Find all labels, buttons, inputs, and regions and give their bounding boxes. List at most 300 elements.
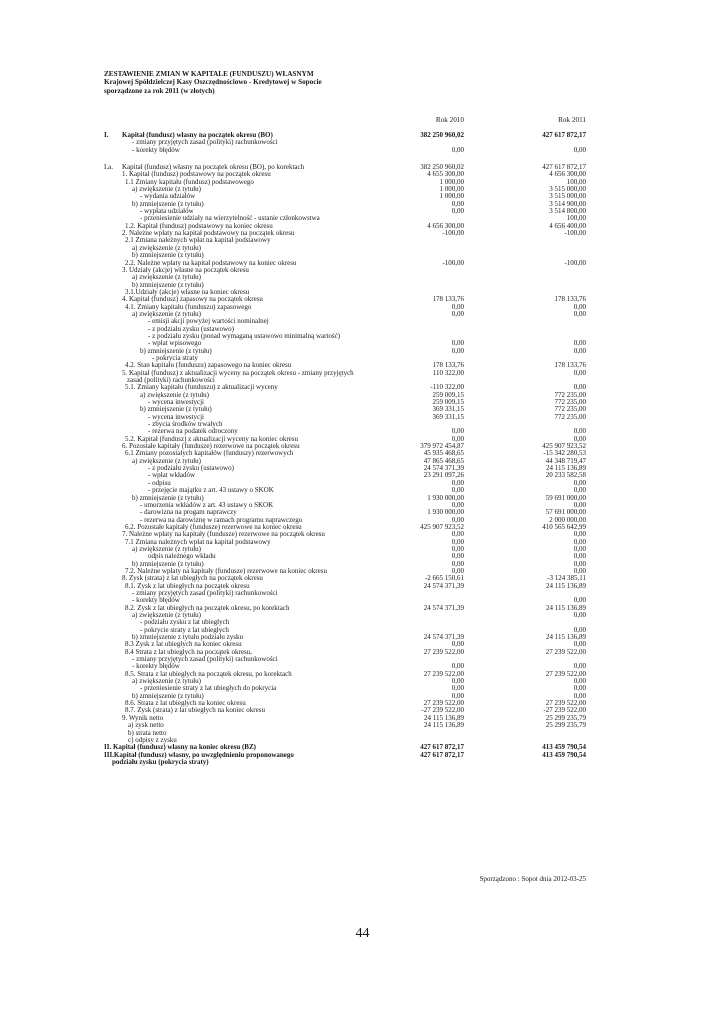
value-2010: 24 115 136,89 xyxy=(424,713,464,722)
table-row xyxy=(0,237,725,244)
value-2010: 0,00 xyxy=(451,684,464,693)
value-2010: 0,00 xyxy=(451,309,464,318)
value-2011: 24 115 136,89 xyxy=(546,633,586,642)
table-row xyxy=(0,671,725,678)
value-2011: 0,00 xyxy=(573,339,586,348)
table-row xyxy=(0,282,725,289)
value-2011: 57 691 000,00 xyxy=(545,508,586,517)
value-2011: -27 239 522,00 xyxy=(543,706,586,715)
value-2011: 27 239 522,00 xyxy=(545,647,586,656)
value-2011: 100,00 xyxy=(566,177,586,186)
row-label: - zmiany przyjętych zasad (polityki) rachunkowości xyxy=(132,588,278,597)
value-2010: 0,00 xyxy=(451,530,464,539)
row-label: 5.1. Zmiany kapitału (funduszu) z aktualizacji wyceny xyxy=(125,383,278,392)
value-2010: 0,00 xyxy=(451,552,464,561)
value-2010: -110 322,00 xyxy=(430,383,464,392)
row-label: b) zmniejszenie (z tytułu) xyxy=(140,405,212,414)
row-label: - darowizna na progam naprawczy xyxy=(140,508,237,517)
value-2011: 772 235,00 xyxy=(554,412,586,421)
row-label: 7.1 Zmiana należnych wpłat na kapitał podstawowy xyxy=(125,537,271,546)
value-2011: 0,00 xyxy=(573,625,586,634)
table-row xyxy=(0,707,725,714)
table-row xyxy=(0,590,725,597)
value-2011: 20 233 582,58 xyxy=(545,471,586,480)
value-2011: 0,00 xyxy=(573,500,586,509)
table-row xyxy=(0,333,725,340)
table-row xyxy=(0,245,725,252)
row-label: - zmiany przyjętych zasad (polityki) rachunkowości xyxy=(132,138,278,147)
value-2010: -27 239 522,00 xyxy=(421,706,464,715)
table-row xyxy=(0,693,725,700)
row-label: - rezerwa na podatek odroczony xyxy=(148,427,238,436)
value-2011: 0,00 xyxy=(573,677,586,686)
value-2011: 0,00 xyxy=(573,552,586,561)
value-2010: 0,00 xyxy=(451,199,464,208)
table-row xyxy=(0,223,725,230)
row-label: - rezerwa na darowiznę w ramach programu naprawczego xyxy=(140,515,303,524)
row-label: b) zmniejszenie (z tytułu) xyxy=(132,493,204,502)
table-row xyxy=(0,605,725,612)
row-label: - wydania udziałów xyxy=(140,192,196,201)
value-2011: 410 565 642,99 xyxy=(542,522,586,531)
value-2011: 24 115 136,89 xyxy=(546,464,586,473)
table-row xyxy=(0,164,725,171)
table-row xyxy=(0,370,725,377)
table-row xyxy=(0,752,725,759)
value-2010: 0,00 xyxy=(451,145,464,154)
row-label: Kapitał (fundusz) własny na początek okresu (BO) xyxy=(122,131,273,139)
statement-header xyxy=(104,70,322,95)
table-row xyxy=(0,406,725,413)
table-row xyxy=(0,132,725,139)
value-2011: 427 617 872,17 xyxy=(542,131,586,139)
table-row xyxy=(0,465,725,472)
value-2011: 27 239 522,00 xyxy=(545,699,586,708)
table-row xyxy=(0,509,725,516)
table-row xyxy=(0,495,725,502)
table-row xyxy=(0,384,725,391)
value-2011: 413 459 790,54 xyxy=(542,750,586,759)
value-2010: -100,00 xyxy=(442,229,464,238)
value-2010: 0,00 xyxy=(451,478,464,487)
header-entity: Krajowej Spółdzielczej Kasy Oszczędnościowo - Kredytowej w Sopocie xyxy=(104,78,322,87)
row-label: - z podziału zysku (ustawowo) xyxy=(148,324,234,333)
value-2011: 772 235,00 xyxy=(554,398,586,407)
row-label: 8.4 Strata z lat ubiegłych na początek okresu, xyxy=(125,647,252,656)
value-2011: 427 617 872,17 xyxy=(542,163,586,172)
table-row xyxy=(0,678,725,685)
row-label: c) odpisy z zysku xyxy=(128,735,177,744)
table-row xyxy=(0,267,725,274)
value-2010: 382 250 960,02 xyxy=(420,131,464,139)
value-2011: 178 133,76 xyxy=(554,295,586,304)
table-row xyxy=(0,311,725,318)
value-2011: 0,00 xyxy=(573,611,586,619)
table-row xyxy=(0,612,725,619)
value-2010: 1 000,00 xyxy=(439,177,464,186)
value-2010: 427 617 872,17 xyxy=(420,743,464,752)
value-2010: 0,00 xyxy=(451,640,464,649)
value-2010: 0,00 xyxy=(451,486,464,495)
table-row xyxy=(0,539,725,546)
value-2010: 0,00 xyxy=(451,691,464,700)
value-2011: 59 691 000,00 xyxy=(545,493,586,502)
value-2010: 0,00 xyxy=(451,677,464,686)
row-label: 2. Należne wpłaty na kapitał podstawowy na początek okresu xyxy=(122,229,295,238)
value-2011: 0,00 xyxy=(573,145,586,154)
row-label: 2.1 Zmiana należnych wpłat na kapitał podstawowy xyxy=(125,236,271,245)
header-period: sporządzone za rok 2011 (w złotych) xyxy=(104,86,215,95)
value-2010: 24 574 371,39 xyxy=(423,633,464,642)
value-2011: 44 348 719,47 xyxy=(545,456,586,465)
value-2010: 379 972 454,87 xyxy=(420,442,464,451)
row-label: 8.7. Zysk (strata) z lat ubiegłych na koniec okresu xyxy=(125,706,265,715)
row-label: - odpisu xyxy=(148,478,171,487)
value-2010: 427 617 872,17 xyxy=(420,750,464,759)
row-label: 1.1 Zmiany kapitału (fundusz) podstawowego xyxy=(125,177,254,186)
value-2010: 24 574 371,39 xyxy=(423,581,464,590)
row-label: 2.2. Należne wpłaty na kapitał podstawowy na koniec okresu xyxy=(125,258,297,267)
table-row xyxy=(0,450,725,457)
row-label: a) zwiększenie (z tytułu) xyxy=(132,677,201,686)
prepared-date-note: Sporządzono : Sopot dnia 2012-03-25 xyxy=(479,875,586,883)
table-row xyxy=(0,575,725,582)
value-2011: 0,00 xyxy=(573,427,586,436)
value-2010: 24 574 371,39 xyxy=(423,464,464,473)
column-header-2010: Rok 2010 xyxy=(435,116,464,124)
table-row xyxy=(0,399,725,406)
table-row xyxy=(0,355,725,362)
row-label: 6.1 Zmiany pozostałych kapitałów (funduszy) rezerwowych xyxy=(125,449,294,458)
row-label: b) zmniejszenie z tytułu podziału zysku xyxy=(132,633,243,642)
row-label: 4.2. Stan kapitału (funduszu) zapasowego na koniec okresu xyxy=(125,361,292,370)
table-row xyxy=(0,289,725,296)
table-row xyxy=(0,583,725,590)
value-2010: 1 930 000,00 xyxy=(427,493,464,502)
table-row xyxy=(0,392,725,399)
table-row xyxy=(0,215,725,222)
value-2011: -15 342 280,53 xyxy=(543,449,586,458)
value-2010: 27 239 522,00 xyxy=(423,647,464,656)
table-row xyxy=(0,597,725,604)
equity-changes-table xyxy=(0,132,725,766)
table-row xyxy=(0,472,725,479)
value-2011: 425 907 923,52 xyxy=(542,442,586,451)
value-2010: 369 331,15 xyxy=(432,405,464,414)
table-row xyxy=(0,296,725,303)
row-label: - zbycia środków trwałych xyxy=(148,420,223,429)
row-label: b) zmniejszenie (z tytułu) xyxy=(132,280,204,289)
row-number: I.a. xyxy=(104,163,113,172)
row-label: a) zwiększenie (z tytułu) xyxy=(132,243,201,252)
table-row xyxy=(0,524,725,531)
value-2011: 4 656 400,00 xyxy=(549,221,586,230)
value-2011: 0,00 xyxy=(573,368,586,377)
value-2010: -2 665 150,61 xyxy=(424,574,464,583)
value-2011: 24 115 136,89 xyxy=(546,603,586,612)
table-row xyxy=(0,759,725,766)
table-row xyxy=(0,700,725,707)
table-row xyxy=(0,171,725,178)
value-2010: -100,00 xyxy=(442,258,464,267)
row-label: 8.6. Strata z lat ubiegłych na koniec okresu xyxy=(125,699,246,708)
row-label: - pokrycie straty z lat ubiegłych xyxy=(140,625,229,634)
column-header-2011: Rok 2011 xyxy=(558,116,586,124)
value-2011: 0,00 xyxy=(573,544,586,553)
table-row xyxy=(0,274,725,281)
value-2011: 27 239 522,00 xyxy=(545,669,586,678)
value-2011: 0,00 xyxy=(573,559,586,568)
table-row xyxy=(0,348,725,355)
table-row xyxy=(0,147,725,154)
row-label: b) zmniejszenie (z tytułu) xyxy=(132,559,204,568)
row-label: 4.1. Zmiany kapitału (funduszu) zapasowego xyxy=(125,302,252,311)
row-label: a) zwiększenie (z tytułu) xyxy=(132,309,201,318)
row-label: b) zmniejszenie (z tytułu) xyxy=(140,346,212,355)
value-2010: 369 331,15 xyxy=(432,412,464,421)
table-row xyxy=(0,186,725,193)
value-2011: 100,00 xyxy=(566,214,586,223)
value-2011: -100,00 xyxy=(564,229,586,238)
row-label: podziału zysku (pokrycia straty) xyxy=(112,757,209,766)
row-label: 1. Kapitał (fundusz) podstawowy na początek okresu xyxy=(122,170,271,179)
table-row xyxy=(0,326,725,333)
table-row xyxy=(0,531,725,538)
row-label: a) zwiększenie (z tytułu) xyxy=(132,185,201,194)
value-2010: 0,00 xyxy=(451,515,464,524)
value-2011: 0,00 xyxy=(573,596,586,605)
value-2011: 3 514 800,00 xyxy=(549,207,586,216)
table-row xyxy=(0,340,725,347)
value-2010: 0,00 xyxy=(451,544,464,553)
row-label: - umorzenia wkładów z art. 43 ustawy o SKOK xyxy=(140,500,274,509)
table-row xyxy=(0,649,725,656)
row-label: - korekty błędów xyxy=(132,662,180,671)
row-label: - z podziału zysku (ustawowo) xyxy=(148,464,234,473)
row-label: - wypłata udziałów xyxy=(140,207,194,216)
value-2011: 24 115 136,89 xyxy=(546,581,586,590)
table-row xyxy=(0,139,725,146)
value-2010: 0,00 xyxy=(451,346,464,355)
table-row xyxy=(0,230,725,237)
value-2011: 413 459 790,54 xyxy=(542,743,586,752)
table-row xyxy=(0,517,725,524)
value-2010: 0,00 xyxy=(451,500,464,509)
value-2010: 425 907 923,52 xyxy=(420,522,464,531)
value-2010: 0,00 xyxy=(451,566,464,575)
value-2010: 259 009,15 xyxy=(432,390,464,399)
table-row xyxy=(0,546,725,553)
table-row xyxy=(0,663,725,670)
value-2010: 1 000,00 xyxy=(439,185,464,194)
table-row xyxy=(0,627,725,634)
value-2011: 3 515 000,00 xyxy=(549,185,586,194)
value-2010: 27 239 522,00 xyxy=(423,669,464,678)
row-label: b) strata netto xyxy=(128,728,167,737)
value-2011: 0,00 xyxy=(573,684,586,693)
value-2010: 0,00 xyxy=(451,559,464,568)
table-row xyxy=(0,487,725,494)
row-label: - z podziału zysku (ponad wymaganą ustawowo minimalną wartość) xyxy=(148,331,341,340)
row-number: I. xyxy=(104,131,109,139)
row-label: III.Kapitał (fundusz) własny, po uwzględnieniu proponowanego xyxy=(104,750,294,759)
value-2010: 1 930 000,00 xyxy=(427,508,464,517)
row-label: 3.1.Udziały (akcje) własne na koniec okresu xyxy=(125,287,250,296)
row-label: b) zmniejszenie (z tytułu) xyxy=(132,251,204,260)
table-row xyxy=(0,304,725,311)
table-row xyxy=(0,318,725,325)
value-2010: 178 133,76 xyxy=(432,361,464,370)
row-label: - korekty błędów xyxy=(132,596,180,605)
row-label: 9. Wynik netto xyxy=(122,713,164,722)
row-label: - wycena inwestycji xyxy=(148,412,204,421)
table-row xyxy=(0,619,725,626)
table-row xyxy=(0,421,725,428)
value-2010: 382 250 960,02 xyxy=(420,163,464,172)
row-label: 8.3 Zysk z lat ubiegłych na koniec okresu xyxy=(125,640,242,649)
row-label: - korekty błędów xyxy=(132,145,180,154)
table-row xyxy=(0,641,725,648)
value-2011: 0,00 xyxy=(573,662,586,671)
row-label: - wycena inwestycji xyxy=(148,398,204,407)
row-label: 6.2. Pozostałe kapitały (fundusze) rezerwowe na koniec okresu xyxy=(125,522,302,531)
table-row xyxy=(0,685,725,692)
row-label: 7. Należne wpłaty na kapitały (fundusze) rezerwowe na początek okresu xyxy=(122,530,325,539)
table-row xyxy=(0,436,725,443)
row-label: a) zwiększenie (z tytułu) xyxy=(140,390,209,399)
value-2010: 4 655 300,00 xyxy=(427,170,464,179)
value-2010: 4 656 300,00 xyxy=(427,221,464,230)
row-label: 5.2. Kapitał (fundusz) z aktualizacji wyceny na koniec okresu xyxy=(125,434,298,443)
value-2010: 0,00 xyxy=(451,537,464,546)
row-label: a) zysk netto xyxy=(128,721,164,730)
value-2011: 25 299 235,79 xyxy=(545,713,586,722)
value-2011: 0,00 xyxy=(573,434,586,443)
table-row xyxy=(0,179,725,186)
row-label: a) zwiększenie (z tytułu) xyxy=(132,611,201,619)
table-row xyxy=(0,414,725,421)
value-2010: 0,00 xyxy=(451,207,464,216)
value-2011: 772 235,00 xyxy=(554,405,586,414)
value-2010: 259 009,15 xyxy=(432,398,464,407)
value-2011: 0,00 xyxy=(573,346,586,355)
row-label: a) zwiększenie (z tytułu) xyxy=(132,544,201,553)
row-label: 7.2. Należne wpłaty na kapitały (fundusze) rezerwowe na koniec okresu xyxy=(125,566,327,575)
value-2011: 0,00 xyxy=(573,530,586,539)
row-label: 5. Kapitał (fundusz) z aktualizacji wyceny na początek okresu - zmiany przyjętych xyxy=(122,368,354,377)
value-2010: 0,00 xyxy=(451,427,464,436)
value-2011: 0,00 xyxy=(573,566,586,575)
row-label: - podziału zysku z lat ubiegłych xyxy=(140,618,230,627)
row-label: - przeniesienie straty z lat ubiegłych do pokrycia xyxy=(140,684,277,693)
value-2011: -3 124 385,11 xyxy=(547,574,586,583)
value-2011: 0,00 xyxy=(573,309,586,318)
row-label: 8.1. Zysk z lat ubiegłych na początek okresu xyxy=(125,581,250,590)
value-2010: 24 574 371,39 xyxy=(423,603,464,612)
value-2011: 0,00 xyxy=(573,640,586,649)
row-label: odpis należnego wkładu xyxy=(148,552,216,561)
value-2010: 45 935 468,65 xyxy=(423,449,464,458)
table-row xyxy=(0,458,725,465)
value-2010: 0,00 xyxy=(451,662,464,671)
row-label: 4. Kapitał (fundusz) zapasowy na początek okresu xyxy=(122,295,263,304)
value-2010: 0,00 xyxy=(451,302,464,311)
row-label: - zmiany przyjętych zasad (polityki) rachunkowości xyxy=(132,655,278,664)
row-label: - wpłat wkładów xyxy=(148,471,196,480)
table-row xyxy=(0,730,725,737)
value-2011: 0,00 xyxy=(573,486,586,495)
value-2011: 3 515 000,00 xyxy=(549,192,586,201)
table-row xyxy=(0,208,725,215)
table-row xyxy=(0,553,725,560)
table-row xyxy=(0,377,725,384)
value-2010: 178 133,76 xyxy=(432,295,464,304)
table-row xyxy=(0,362,725,369)
value-2010: 47 865 468,65 xyxy=(423,456,464,465)
value-2010: 27 239 522,00 xyxy=(423,699,464,708)
value-2011: 178 133,76 xyxy=(554,361,586,370)
row-label: Kapitał (fundusz) własny na początek okresu (BO), po korektach xyxy=(122,163,305,172)
value-2010: 1 000,00 xyxy=(439,192,464,201)
table-row xyxy=(0,715,725,722)
row-label: 8.2. Zysk z lat ubiegłych na początek okresu, po korektach xyxy=(125,603,290,612)
value-2011: 3 514 900,00 xyxy=(549,199,586,208)
table-row xyxy=(0,193,725,200)
table-row xyxy=(0,568,725,575)
table-row xyxy=(0,656,725,663)
page-number: 44 xyxy=(355,926,370,941)
row-label: - przejęcie majątku z art. 43 ustawy o SKOK xyxy=(148,486,274,495)
value-2011: 0,00 xyxy=(573,691,586,700)
table-row xyxy=(0,252,725,259)
value-2011: 0,00 xyxy=(573,478,586,487)
value-2011: 0,00 xyxy=(573,383,586,392)
row-label: a) zwiększenie (z tytułu) xyxy=(132,456,201,465)
value-2010: 23 291 097,26 xyxy=(423,471,464,480)
row-label: - przeniesienie udziały na wierzytelność - ustanie członkowstwa xyxy=(140,214,320,223)
table-row xyxy=(0,428,725,435)
table-row xyxy=(0,443,725,450)
value-2011: 0,00 xyxy=(573,302,586,311)
row-label: 6. Pozostałe kapitały (fundusze) rezerwowe na początek okresu xyxy=(122,442,300,451)
value-2010: 0,00 xyxy=(451,434,464,443)
value-2011: 4 656 300,00 xyxy=(549,170,586,179)
value-2010: 110 322,00 xyxy=(432,368,464,377)
row-label: b) zmniejszenie (z tytułu) xyxy=(132,199,204,208)
table-row xyxy=(0,634,725,641)
row-label: - wpłat wpisowego xyxy=(148,339,202,348)
row-label: zasad (polityki) rachunkowości xyxy=(127,376,215,384)
row-label: II. Kapitał (fundusz) własny na koniec okresu (BZ) xyxy=(104,743,256,752)
row-label: - pokrycia straty xyxy=(152,353,198,362)
value-2011: 2 000 000,00 xyxy=(549,515,586,524)
value-2011: 0,00 xyxy=(573,537,586,546)
header-title: ZESTAWIENIE ZMIAN W KAPITALE (FUNDUSZU) WŁASNYM xyxy=(104,70,314,78)
value-2010: 0,00 xyxy=(451,339,464,348)
row-label: 8. Zysk (strata) z lat ubiegłych na początek okresu xyxy=(122,574,263,583)
table-row xyxy=(0,722,725,729)
table-row xyxy=(0,502,725,509)
row-label: 3. Udziały (akcje) własne na początek okresu xyxy=(122,265,249,274)
table-row xyxy=(0,201,725,208)
row-label: - emisji akcji powyżej wartości nominalnej xyxy=(148,317,269,326)
table-row xyxy=(0,561,725,568)
row-label: 1.2. Kapitał (fundusz) podstawowy na koniec okresu xyxy=(125,221,273,230)
row-label: 8.5. Strata z lat ubiegłych na początek okresu, po korektach xyxy=(125,669,292,678)
table-row xyxy=(0,260,725,267)
row-label: a) zwiększenie (z tytułu) xyxy=(132,273,201,282)
row-label: b) zmniejszenie (z tytułu) xyxy=(132,691,204,700)
